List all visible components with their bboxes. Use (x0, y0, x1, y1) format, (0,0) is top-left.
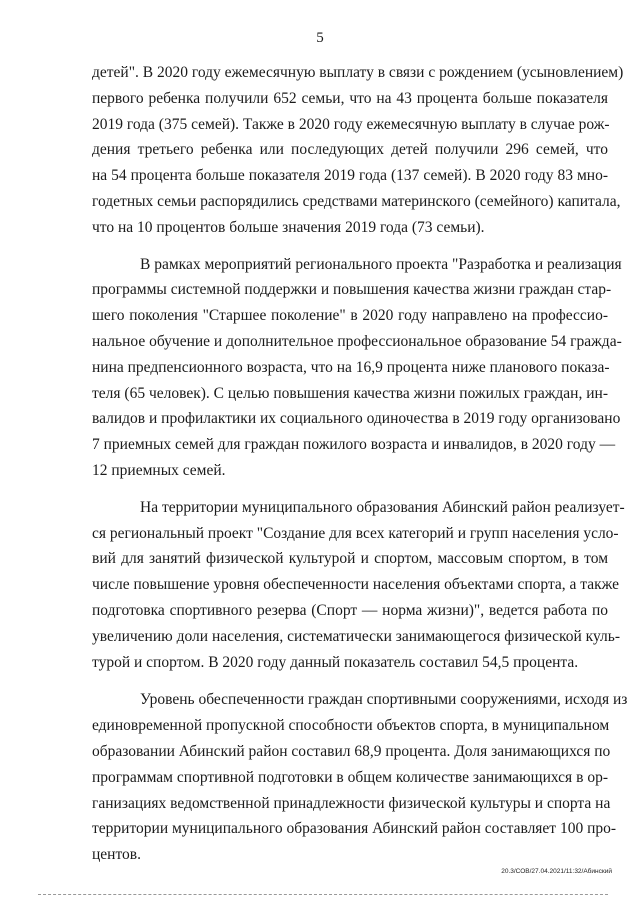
text-line: 2019 года (375 семей). Также в 2020 году ежемесячную выплату в случае рож- (92, 115, 610, 133)
text-line: теля (65 человек). С целью повышения качества жизни пожилых граждан, ин- (92, 384, 608, 402)
text-line: 12 приемных семей. (92, 461, 226, 479)
text-line: годетных семьи распорядились средствами материнского (семейного) капитала, (92, 192, 621, 210)
text-line: образовании Абинский район составил 68,9 процента. Доля занимающихся по (92, 742, 611, 760)
text-line: детей". В 2020 году ежемесячную выплату в связи с рождением (усыновлением) (92, 64, 624, 81)
text-line: числе повышение уровня обеспеченности населения объектами спорта, а также (92, 576, 620, 594)
text-line: первого ребенка получили 652 семьи, что на 43 процента больше показателя (92, 89, 608, 107)
text-line: ся региональный проект "Создание для всех категорий и групп населения усло- (92, 524, 619, 542)
text-line: ганизациях ведомственной принадлежности физической культуры и спорта на (92, 794, 611, 812)
text-line: нальное обучение и дополнительное профессиональное образование 54 гражда- (92, 332, 622, 350)
text-line: 7 приемных семей для граждан пожилого возраста и инвалидов, в 2020 году — (92, 436, 616, 454)
paragraph-4 (92, 687, 628, 868)
text-line: программам спортивной подготовки в общем количестве занимающихся в ор- (92, 768, 608, 786)
text-line: вий для занятий физической культурой и спортом, массовым спортом, в том (92, 550, 608, 568)
text-line: турой и спортом. В 2020 году данный показатель составил 54,5 процента. (92, 653, 579, 671)
scan-edge-divider (38, 894, 608, 897)
page-number: 5 (316, 30, 324, 46)
text-line: шего поколения "Старшее поколение" в 2020 году направлено на профессио- (92, 307, 608, 325)
text-line: На территории муниципального образования Абинский район реализует- (140, 498, 625, 516)
text-line: единовременной пропускной способности объектов спорта, в муниципальном (92, 717, 610, 735)
paragraph-3 (92, 495, 625, 676)
text-line: нина предпенсионного возраста, что на 16,9 процента ниже планового показа- (92, 358, 610, 376)
text-line: центов. (92, 846, 141, 864)
text-line: что на 10 процентов больше значения 2019 года (73 семьи). (92, 218, 485, 236)
text-line: на 54 процента больше показателя 2019 года (137 семей). В 2020 году 83 мно- (92, 167, 608, 185)
document-stamp: 20.3/СОВ/27.04.2021/11:32/Абинский (501, 868, 612, 875)
text-line: В рамках мероприятий регионального проекта "Разработка и реализация (140, 255, 622, 273)
text-line: подготовка спортивного резерва (Спорт — норма жизни)", ведется работа по (92, 601, 608, 619)
text-line: валидов и профилактики их социального одиночества в 2019 году организовано (92, 410, 621, 428)
text-line: дения третьего ребенка или последующих детей получили 296 семей, что (92, 141, 608, 159)
text-line: увеличению доли населения, систематически занимающегося физической куль- (92, 627, 621, 645)
text-line: территории муниципального образования Абинский район составляет 100 про- (92, 820, 617, 838)
text-line: программы системной поддержки и повышения качества жизни граждан стар- (92, 281, 612, 299)
text-line: Уровень обеспеченности граждан спортивными сооружениями, исходя из (140, 691, 628, 709)
document-body (92, 60, 628, 868)
paragraph-1 (92, 60, 624, 241)
paragraph-2 (92, 252, 622, 484)
